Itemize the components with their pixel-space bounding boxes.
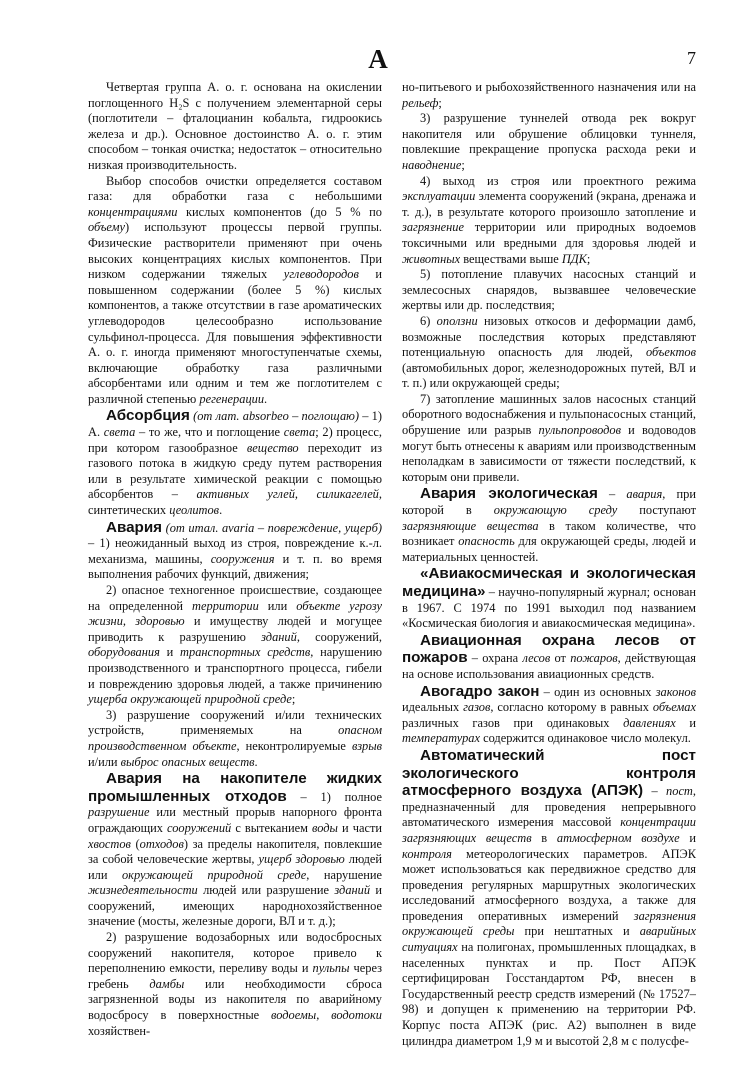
cross-ref: аварийных ситуациях — [402, 924, 696, 955]
text: элемента сооружений (экрана, дренажа и т. д.), в результате которого произошло затопление и — [402, 189, 696, 219]
cross-ref: вещество — [246, 440, 299, 455]
cross-ref: концентрации загрязняющих веществ — [402, 815, 696, 845]
entry-avogadro — [402, 683, 696, 747]
entry-term: Авария экологическая — [420, 485, 598, 503]
text: 5) потопление плавучих насосных станций и землесосных снарядов, вызвавшее человеческие жертвы или др. последствия; — [402, 267, 696, 313]
cross-ref: загрязняющие вещества — [402, 518, 539, 533]
text: и — [159, 645, 181, 660]
text: при нештатных и — [514, 924, 640, 939]
text: или необходимости сброса загрязненной воды из накопителя по аварийному водосбросу в поверхностные — [88, 976, 382, 1023]
cross-ref: загрязнение — [402, 220, 464, 235]
cross-ref: углеводородов — [283, 267, 359, 282]
text: ( — [130, 836, 140, 851]
text: с вытеканием — [231, 820, 313, 835]
text: и имуществу людей и могущее приводить к разрушению — [88, 614, 382, 644]
text: поступают — [617, 503, 696, 518]
cross-ref: света — [283, 425, 316, 440]
entry-absorption — [88, 407, 382, 518]
cross-ref: хвостов — [88, 836, 131, 851]
cross-ref: контроля — [402, 846, 452, 861]
text: – — [643, 784, 667, 799]
text: 6) — [420, 313, 437, 328]
text: людей или — [88, 852, 383, 882]
cross-ref: загрязнения окружающей среды — [402, 908, 696, 939]
text: Выбор способов очистки определяется составом газа: для обработки газа с небольшими — [88, 173, 382, 204]
text: и — [675, 715, 696, 730]
cross-ref: воды — [312, 820, 338, 835]
text: кислых компонентов (до 5 % по — [177, 204, 382, 219]
cross-ref: оползни — [436, 313, 478, 328]
paragraph-text: Четвертая группа А. о. г. основана на окислении поглощенного H₂S с получением элементарной серы (поглотители – фталоцианин кобальта, гидроокись железа и др.). Основное достоинство А. о. г. этим способом – тонкая очистка; недостаток – относительно низкая производительность. — [88, 80, 382, 172]
paragraph-item-7 — [402, 392, 696, 486]
text: – охрана — [467, 651, 523, 666]
cross-ref: выброс опасных веществ — [120, 754, 255, 769]
text: и части — [337, 820, 382, 835]
text: – научно-популярный журнал; основан в 1967. С 1974 по 1991 выходил под названием «Космическая биология и авиакосмическая медицина». — [402, 585, 696, 631]
paragraph-item-3 — [402, 111, 696, 173]
text: – то же, что и поглощение — [135, 425, 284, 440]
text: – 1) А. — [88, 409, 382, 440]
entry-avaria — [88, 519, 382, 583]
entry-term: Абсорбция — [106, 407, 190, 425]
text: ; 2) процесс, при котором газообразное — [88, 425, 382, 455]
text: . — [219, 503, 223, 518]
cross-ref: пожаров — [570, 651, 618, 666]
text: для окружающей среды, людей и материальных ценностей. — [402, 534, 696, 564]
cross-ref: рельеф — [402, 95, 439, 110]
text: – 1) полное — [286, 789, 382, 804]
text: 3) разрушение туннелей отвода рек вокруг накопителя или обрушение облицовки туннеля, повлекшие прекращение пропуска расхода реки и — [402, 111, 696, 157]
cross-ref: опасном производственном объекте — [88, 723, 382, 753]
text: от — [550, 651, 571, 666]
text: переходит из газового потока в жидкую среду путем растворения или в результате химической реакции с помощью абсорбентов – — [88, 440, 383, 502]
text: ; — [586, 251, 591, 266]
text: 2) разрушение водозаборных или водосбросных сооружений накопителя, которое привело к переполнению емкости, переливу воды и — [88, 930, 382, 976]
section-letter: А — [368, 44, 388, 74]
paragraph-avaria-2 — [88, 583, 382, 708]
text: 4) выход из строя или проектного режима — [420, 173, 696, 188]
page-number: 7 — [687, 48, 696, 68]
cross-ref: объектов — [645, 345, 696, 360]
text: различных газов при одинаковых — [402, 715, 624, 730]
paragraph-abs-group-four — [88, 80, 382, 174]
etymology: (от лат. absorbeo – поглощаю) — [189, 409, 360, 424]
text: в таком количестве, что возникает — [402, 518, 696, 549]
entry-term: «Авиакосмическая и экологическая медицина» — [402, 565, 696, 600]
entry-avaria-eco — [402, 485, 696, 565]
cross-ref: оборудования — [88, 645, 160, 660]
cross-ref: окружающую среду — [493, 503, 618, 518]
text: или — [258, 598, 297, 613]
text: . — [264, 391, 268, 406]
cross-ref: территории — [192, 598, 259, 613]
cross-ref: давлениях — [623, 715, 676, 730]
entry-term: Автоматический пост экологического контроля атмосферного воздуха (АПЭК) — [402, 746, 696, 800]
text: ) используют процессы первой группы. Физические растворители применяют при очень высоких концентрациях кислых компонентов. При низком содержании тяжелых — [88, 220, 382, 282]
text: 7) затопление машинных залов насосных станций оборотного водоснабжения и пульпонасосных станций, обрушение или разрыв — [402, 391, 696, 438]
text: и сооружений, имеющих народнохозяйственное значение (мосты, железные дороги, ВЛ и т. д.); — [88, 883, 383, 929]
text: , сооружений, — [296, 629, 382, 644]
entry-apek — [402, 747, 696, 1049]
entry-journal — [402, 565, 696, 631]
text: но-питьевого и рыбохозяйственного назначения или на — [402, 80, 696, 94]
cross-ref: ущерба окружающей природной среде — [88, 692, 292, 707]
text: . — [254, 754, 258, 769]
text: , неконтролируемые — [236, 738, 352, 753]
text: и т. п. во время выполнения рабочих функций, движения; — [88, 551, 382, 582]
right-column — [402, 80, 696, 1049]
text: и — [679, 830, 696, 845]
entry-term: Авария — [106, 518, 163, 536]
cross-ref: ПДК — [561, 251, 587, 266]
text: ) за пределы накопителя, повлекшие за собой человеческие жертвы, — [88, 836, 382, 867]
cross-ref: животных — [402, 251, 461, 266]
cross-ref: транспортных средств — [180, 645, 311, 660]
cross-ref: авария — [626, 487, 663, 502]
text: – один из основных — [539, 684, 656, 699]
text: (автомобильных дорог, железнодорожных путей, ВЛ и т. п.) или окружающей среды; — [402, 360, 696, 391]
left-column — [88, 80, 382, 1039]
cross-ref: газов — [463, 700, 491, 715]
cross-ref: отходов — [139, 836, 184, 851]
cross-ref: пост — [666, 784, 693, 799]
text: , нарушение — [306, 867, 383, 882]
cross-ref: регенерации — [199, 391, 265, 406]
cross-ref: ущерб здоровью — [258, 852, 345, 867]
text: , согласно которому в равных — [490, 700, 653, 715]
paragraph-item-5 — [402, 267, 696, 314]
etymology: (от итал. avaria – повреждение, ущерб) — [162, 520, 382, 535]
cross-ref: температурах — [402, 731, 480, 746]
text: , при которой в — [402, 487, 697, 518]
text: метеорологических параметров. АПЭК может использоваться как передвижное средство для проведения регулярных маршрутных экологических исследований атмосферного воздуха, а также для проведения оперативных измерений — [402, 846, 696, 923]
text: и повышенном содержании (более 5 %) кислых компонентов, а также отсутствии в газе ароматических углеводородов целесообразно использование сульфинол-процесса. Для повышения эффективности А. о. г. иногда применяют многоступенчатые схемы, включающие обработку газа различными абсорбентами или одним и тем же поглотителем с различной степенью — [88, 267, 383, 406]
entry-term: Авария на накопителе жидких промышленных отходов — [88, 770, 382, 805]
text: , синтетических — [88, 487, 382, 518]
cross-ref: разрушение — [88, 805, 150, 820]
cross-ref: сооружения — [210, 551, 275, 566]
cross-ref: эксплуатации — [402, 189, 476, 204]
text: в — [531, 830, 557, 845]
cross-ref: взрыв — [351, 738, 382, 753]
text: ; — [291, 692, 296, 707]
entry-term: Авогадро закон — [420, 682, 540, 700]
text: хозяйствен- — [88, 1023, 151, 1038]
paragraph-nakopitel-2 — [88, 930, 382, 1039]
cross-ref: дамбы — [149, 976, 185, 991]
text: , действующая на основе использования авиационных средств. — [402, 651, 696, 681]
entry-forest-protection — [402, 632, 696, 683]
text: или местный прорыв напорного фронта ограждающих — [88, 805, 382, 835]
cross-ref: наводнение — [402, 157, 462, 172]
cross-ref: объемах — [652, 700, 696, 715]
text: – — [597, 487, 627, 502]
text: и/или — [88, 754, 121, 769]
cross-ref: пульпы — [312, 961, 350, 976]
text: территории или природных водоемов токсичными или вредными для здоровья людей и — [402, 220, 696, 250]
text: содержится одинаковое число молекул. — [480, 731, 691, 746]
entry-avaria-nakopitel — [88, 770, 382, 930]
paragraph-method-choice — [88, 174, 382, 408]
cross-ref: атмосферном воздухе — [556, 830, 680, 845]
text: ; — [438, 95, 442, 110]
cross-ref: объему — [88, 220, 125, 235]
text: 3) разрушение сооружений и/или технических устройств, применяемых на — [88, 707, 382, 738]
cross-ref: законов — [655, 684, 696, 699]
text: ; — [461, 157, 465, 172]
text: идеальных — [402, 700, 464, 715]
text: – 1) неожиданный выход из строя, повреждение к.-л. механизма, машины, — [88, 536, 382, 566]
paragraph-item-4 — [402, 174, 696, 268]
text: 2) опасное техногенное происшествие, создающее на определенной — [88, 583, 382, 613]
text: через гребень — [88, 961, 383, 991]
cross-ref: лесов — [522, 651, 551, 666]
text: веществами выше — [460, 251, 562, 266]
cross-ref: окружающей природной среде — [121, 867, 307, 882]
cross-ref: жизнедеятельности — [88, 883, 198, 898]
paragraph-continuation — [402, 80, 696, 111]
text: , нарушению производственного и транспортного процесса, гибели и повреждению здоровья людей, а также причинению — [88, 645, 382, 691]
cross-ref: концентрациями — [88, 204, 178, 219]
text: , предназначенный для проведения непрерывного автоматического измерения массовой — [402, 784, 696, 830]
cross-ref: объекте угрозу жизни, здоровью — [88, 598, 382, 629]
text: низовых откосов и деформации дамб, возможные последствия которых представляют потенциальную опасность для людей, — [402, 313, 696, 360]
cross-ref: зданий — [334, 883, 371, 898]
entry-term: Авиационная охрана лесов от пожаров — [402, 631, 696, 667]
cross-ref: цеолитов — [169, 503, 220, 518]
cross-ref: пульпопроводов — [538, 423, 621, 438]
cross-ref: активных углей, силикагелей — [196, 487, 379, 502]
text: и водоводов могут быть отнесены к авариям или производственным неполадкам в зависимости от тяжести последствий, к которым они привели. — [402, 423, 696, 484]
cross-ref: света — [103, 425, 136, 440]
text: людей или разрушение — [197, 883, 335, 898]
cross-ref: зданий — [261, 629, 297, 644]
cross-ref: водоемы, водотоки — [271, 1008, 382, 1023]
paragraph-item-6 — [402, 314, 696, 392]
text: на полигонах, промышленных площадках, в населенных пунктах и пр. Пост АПЭК сертифицирован Госстандартом РФ, внесен в Государственный реестр средств измерений (№ 17527–98) и допущен к применению на территории РФ. Корпус поста АПЭК (рис. А2) выполнен в виде цилиндра диаметром 1,9 м и высотой 2,8 м с полусфе- — [402, 940, 696, 1048]
cross-ref: опасность — [458, 534, 515, 549]
cross-ref: сооружений — [167, 820, 232, 835]
paragraph-avaria-3 — [88, 708, 382, 770]
